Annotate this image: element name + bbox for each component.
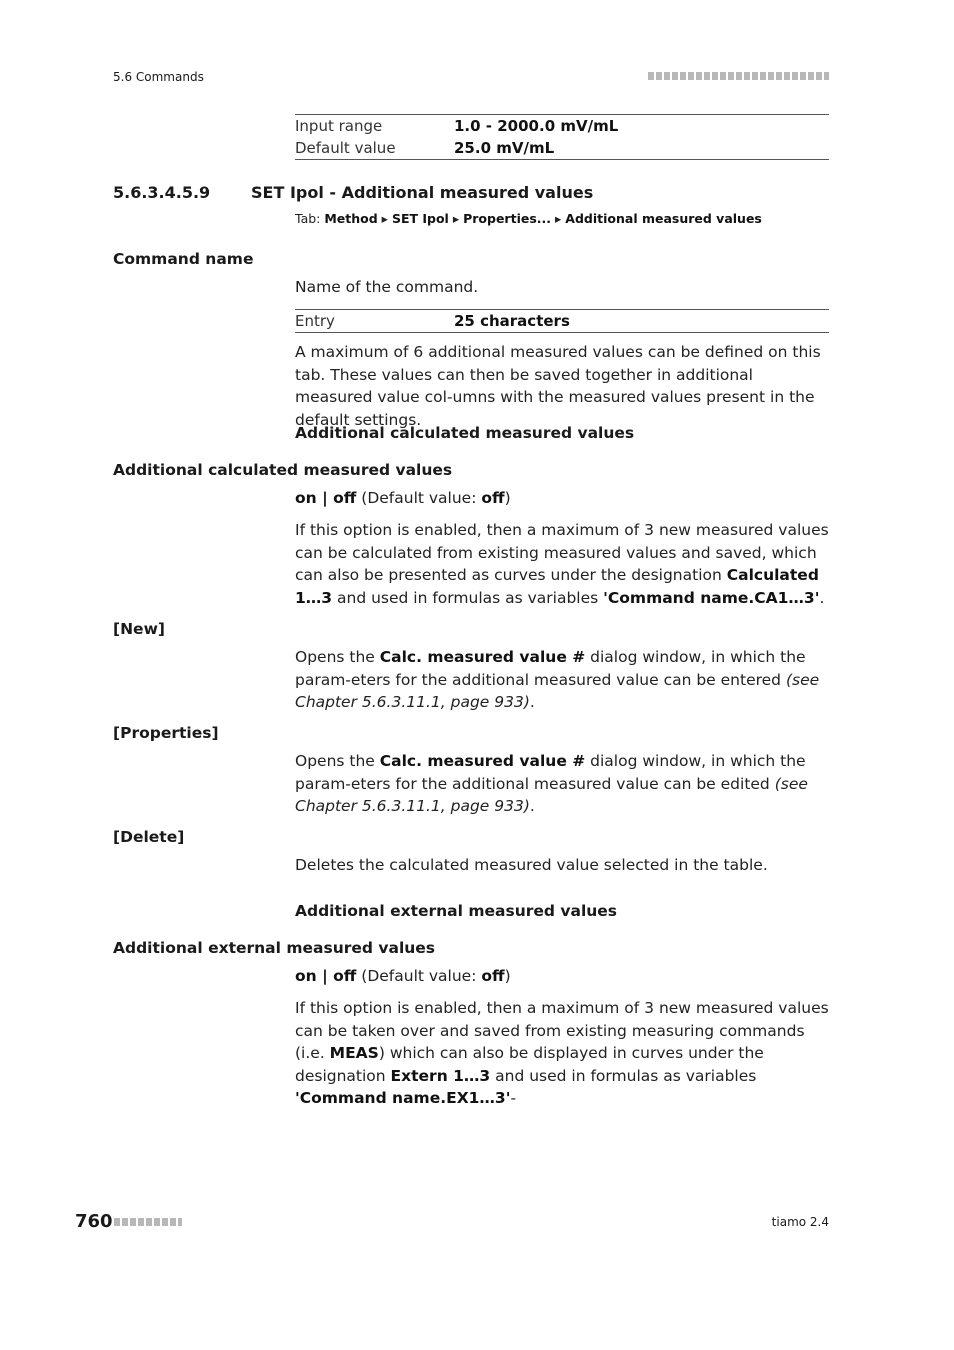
text: . (819, 588, 825, 607)
calc-description (295, 519, 831, 609)
page-number: 760 (75, 1211, 113, 1232)
table-value: 1.0 - 2000.0 mV/mL (454, 117, 619, 135)
cross-reference: (see Chapter 5.6.3.11.1, page 933) (295, 670, 820, 711)
text: Opens the (295, 648, 380, 666)
table-value: 25.0 mV/mL (454, 139, 555, 157)
tab-breadcrumb (295, 211, 762, 226)
breadcrumb-prefix: Tab: (295, 211, 321, 226)
text: - (510, 1089, 517, 1107)
header-decoration (648, 72, 829, 80)
command-name-label: Command name (113, 250, 254, 268)
designation: Extern 1…3 (390, 1066, 491, 1085)
footer-decoration (114, 1218, 182, 1226)
calc-options (295, 487, 831, 510)
delete-button-desc: Deletes the calculated measured value selected in the table. (295, 856, 768, 874)
text: and used in formulas as variables (490, 1066, 757, 1085)
variable-name: 'Command name.EX1…3' (295, 1089, 511, 1107)
default-value: off (481, 967, 505, 985)
text: If this option is enabled, then a maximum of 3 new measured values can be taken over and saved from existing measuring commands (i.e. (295, 999, 829, 1062)
option-values: on | off (295, 489, 357, 507)
running-header: 5.6 Commands (113, 70, 204, 84)
table-row (295, 115, 829, 137)
breadcrumb-arrow-icon: ▸ (381, 211, 388, 226)
delete-button-label: [Delete] (113, 828, 185, 846)
new-button-desc (295, 646, 831, 714)
table-value: 25 characters (454, 312, 570, 330)
breadcrumb-item: SET Ipol (391, 211, 449, 226)
breadcrumb-arrow-icon: ▸ (452, 211, 460, 226)
properties-button-label: [Properties] (113, 724, 219, 742)
text: dialog window, in which the param-eters for the additional measured value can be edited (295, 752, 806, 793)
command-name: MEAS (329, 1044, 379, 1062)
breadcrumb-item: Additional measured values (565, 211, 762, 226)
section-title: SET Ipol - Additional measured values (251, 183, 594, 202)
text: and used in formulas as variables (332, 588, 604, 607)
section-number: 5.6.3.4.5.9 (113, 183, 211, 202)
table-key: Entry (295, 312, 335, 330)
new-button-label: [New] (113, 620, 165, 638)
product-name: tiamo 2.4 (771, 1215, 829, 1229)
ext-subheading: Additional external measured values (295, 902, 618, 920)
default-suffix: ) (504, 489, 511, 507)
dialog-name: Calc. measured value # (379, 648, 586, 666)
breadcrumb-arrow-icon: ▸ (555, 211, 562, 226)
default-value: off (481, 489, 505, 507)
table-row (295, 310, 829, 332)
text: . (529, 693, 535, 711)
dialog-name: Calc. measured value # (379, 752, 586, 770)
ext-label: Additional external measured values (113, 939, 436, 957)
table-key: Input range (295, 117, 383, 135)
text: dialog window, in which the param-eters for the additional measured value can be entered (295, 648, 806, 689)
input-range-table (295, 114, 829, 160)
entry-table (295, 309, 829, 333)
default-prefix: (Default value: (356, 967, 482, 985)
variable-name: 'Command name.CA1…3' (603, 588, 820, 607)
tab-description: A maximum of 6 additional measured values can be defined on this tab. These values can then be saved together in additional measured value col-umns with the measured values present in the default settings. (295, 343, 821, 429)
table-row (295, 137, 829, 159)
text: If this option is enabled, then a maximum of 3 new measured values can be calculated from existing measured values and saved, which can also be presented as curves under the designation (295, 521, 829, 584)
breadcrumb-item: Properties... (463, 211, 552, 226)
ext-description (295, 997, 831, 1110)
ext-options (295, 965, 831, 988)
breadcrumb-item: Method (324, 211, 378, 226)
text: Opens the (295, 752, 380, 770)
text: . (529, 797, 535, 815)
default-suffix: ) (504, 967, 511, 985)
properties-button-desc (295, 750, 831, 818)
calc-label: Additional calculated measured values (113, 461, 453, 479)
option-values: on | off (295, 967, 357, 985)
designation: Calculated 1…3 (295, 566, 819, 607)
text: ) which can also be displayed in curves under the designation (295, 1044, 764, 1085)
cross-reference: (see Chapter 5.6.3.11.1, page 933) (295, 774, 808, 815)
table-key: Default value (295, 139, 396, 157)
default-prefix: (Default value: (356, 489, 482, 507)
calc-subheading: Additional calculated measured values (295, 424, 635, 442)
command-name-desc: Name of the command. (295, 278, 479, 296)
